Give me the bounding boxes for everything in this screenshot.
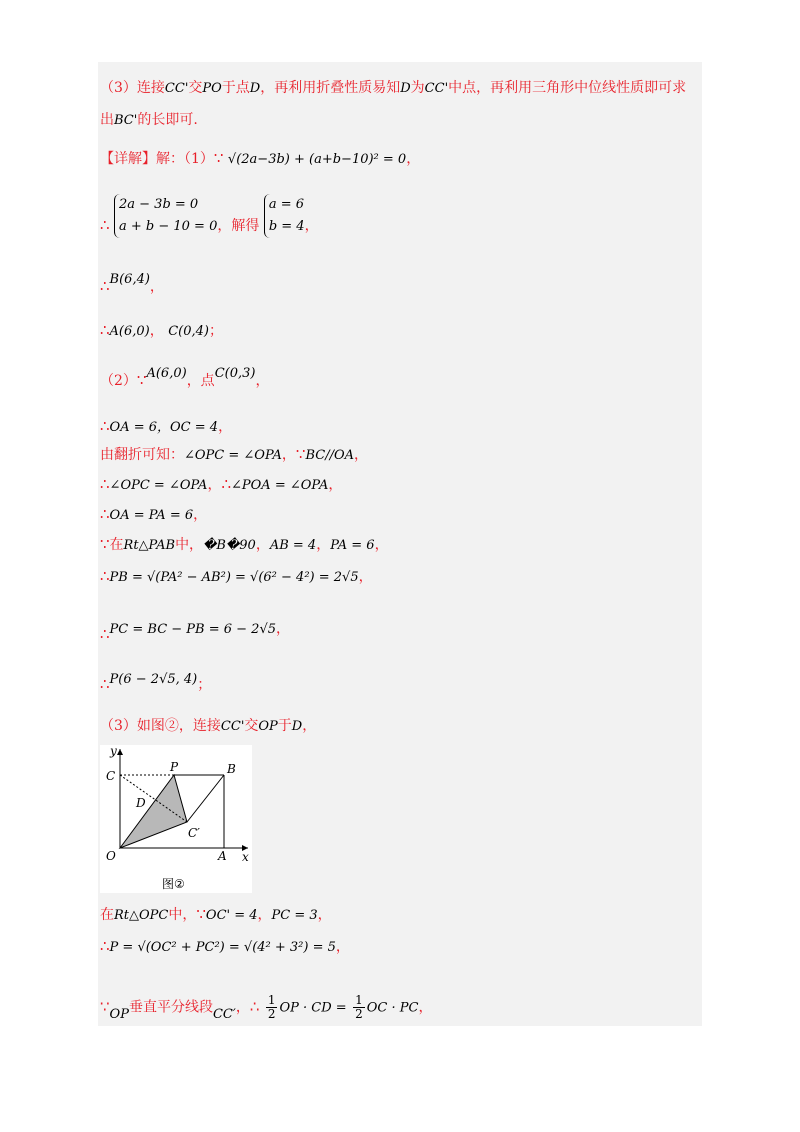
pc-line: ∴PC = BC − PB = 6 − 2√5， xyxy=(100,621,291,643)
ac-coord-line: ∴A(6,0)， C(0,4)； xyxy=(100,321,223,339)
rt-pab-line: ∵在Rt△PAB中，�B�90，AB = 4，PA = 6， xyxy=(100,535,389,553)
label-c: C xyxy=(106,769,116,783)
perp-line: ∵OP垂直平分线段CC′，∴ $\frac{1}{2}$ OP · CD = $\frac{1}{2}$ OC · PC， xyxy=(100,993,433,1022)
oa-pa-line: ∴OA = PA = 6， xyxy=(100,505,208,523)
p-eq-line: ∴P = √(OC² + PC²) = √(4² + 3²) = 5， xyxy=(100,937,350,955)
detail-line: 【详解】解：（1）∵ √(2a−3b) + (a+b−10)² = 0， xyxy=(100,149,421,167)
pb-line: ∴PB = √(PA² − AB²) = √(6² − 4²) = 2√5， xyxy=(100,567,373,585)
shaded-triangle xyxy=(120,775,187,848)
label-b: B xyxy=(227,762,236,776)
half-left: $\frac{1}{2}$ xyxy=(267,993,276,1021)
label-a: A xyxy=(218,849,227,863)
label-x: x xyxy=(242,850,249,864)
equation-1: √(2a−3b) + (a+b−10)² = 0 xyxy=(227,152,407,167)
label-o: O xyxy=(106,849,116,863)
part3-line: （3）如图②，连接CC'交OP于D， xyxy=(100,718,317,734)
hint-line-2: 出BC'的长即可. xyxy=(100,112,198,128)
figure-caption: 图② xyxy=(162,877,185,891)
label-c-prime: C′ xyxy=(188,826,200,840)
label-y: y xyxy=(110,745,117,758)
part2-line: （2）∵A(6,0)，点C(0,3)， xyxy=(100,366,270,389)
half-right: $\frac{1}{2}$ xyxy=(355,993,363,1021)
label-d: D xyxy=(136,796,146,810)
hint-line-1: （3）连接CC'交PO于点D，再利用折叠性质易知D为CC'中点，再利用三角形中位线性质即可求 xyxy=(100,80,687,96)
segment-cb xyxy=(187,775,224,822)
system-line: ∴ 2a − 3b = 0 a + b − 10 = 0，解得 a = 6 b = 4， xyxy=(100,194,319,238)
p-coord-line: ∴P(6 − 2√5, 4)； xyxy=(100,672,212,693)
y-axis-arrow xyxy=(117,749,123,755)
fold-line: 由翻折可知：∠OPC = ∠OPA，∵BC//OA， xyxy=(100,445,368,463)
geometry-figure xyxy=(100,745,252,893)
angle-eq-line: ∴∠OPC = ∠OPA，∴∠POA = ∠OPA， xyxy=(100,475,343,493)
system-1: 2a − 3b = 0 a + b − 10 = 0 xyxy=(114,194,217,238)
oa-oc-line: ∴OA = 6，OC = 4， xyxy=(100,417,233,435)
rt-opc-line: 在Rt△OPC中，∵OC' = 4，PC = 3， xyxy=(100,905,332,923)
system-2: a = 6 b = 4 xyxy=(264,194,305,238)
b-coord-line: ∴B(6,4)， xyxy=(100,272,164,295)
label-p: P xyxy=(170,760,179,774)
figure-2 xyxy=(100,745,252,893)
